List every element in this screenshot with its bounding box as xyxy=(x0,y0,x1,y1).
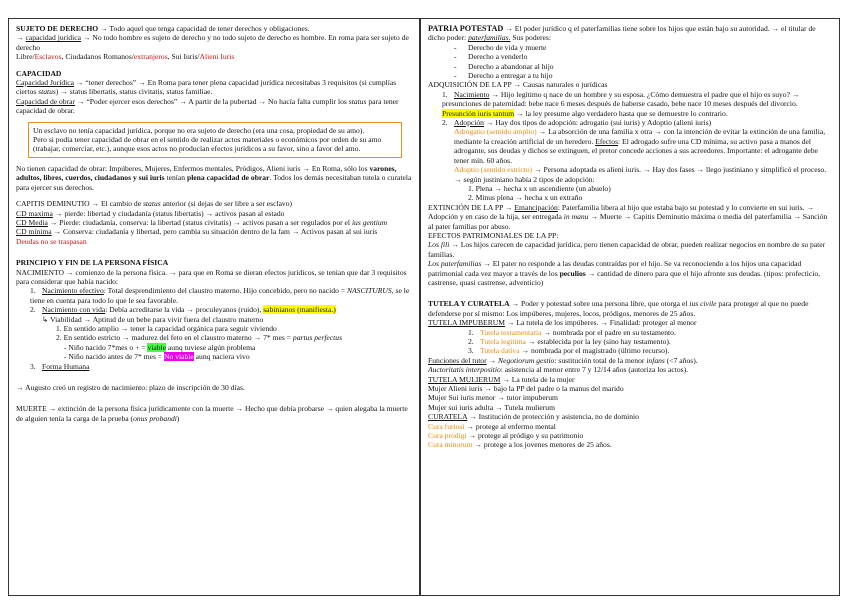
sujeto-capacidad xyxy=(16,33,412,52)
patria-text: → El poder jurídico q el paterfamilias tiene sobre los hijos que están bajo su autoridad. → el titular de dicho poder: xyxy=(428,24,816,43)
viabilidad-estricto-text: 2. En sentido estricto → madurez del feto en el claustro materno → 7* mes = xyxy=(56,333,293,343)
cura-furiosi-label: Cura furiosi xyxy=(428,421,465,431)
capitis-tail: anterior (si dejas de ser libre a ser esclavo) xyxy=(160,199,293,209)
cura-text: → protege al enfermo mental xyxy=(464,421,556,431)
deudas-note: Deudas no se traspasan xyxy=(16,236,87,246)
extincion-tail: → Muerte → Capitis Deminutio máxima o media del paterfamilia → Sanción al pater familias por abuso. xyxy=(428,212,828,231)
adquisicion-title: ADQUISICIÓN DE LA PP → Causas naturales o jurídicas xyxy=(428,80,608,90)
nasciturus-term: NASCITURUS xyxy=(346,286,392,296)
nacimiento-efectivo-text: : Total desprendimiento del claustro materno. Hijo concebido, pero no nacido = xyxy=(103,286,347,296)
cura-minorum-label: Cura minorum xyxy=(428,440,473,450)
muerte-tail: ) xyxy=(176,413,180,423)
emancipacion-label: Emancipación xyxy=(514,202,558,212)
no-viable-text: - Niño nacido antes de 7* mes = xyxy=(64,352,165,362)
patria-def xyxy=(428,24,832,43)
adopcion-text: → Hay dos tipos de adopción: adrogatio (sui iuris) y Adoptio (alieni iuris) xyxy=(483,118,712,128)
tutela-text: → Poder y potestad sobre una persona libre, que otorga el xyxy=(509,299,690,309)
adrogatio xyxy=(428,127,832,165)
extincion-label: EXTINCIÓN DE LA PP → xyxy=(428,202,515,212)
cd-maxima-label: CD maxima xyxy=(16,208,53,218)
in-manu-term: in manu xyxy=(563,212,589,222)
adoptio-minus-plena: 2. Minus plena → hecha x un extraño xyxy=(468,193,583,203)
nacimiento-text: → Hijo legítimo q nace de un hombre y su esposa. ¿Cómo demuestra el padre que el hijo es suyo? → presunciones de paternidad: bebe nace 6 meses después de haberse casado, bebe nace 10 meses después del divorcio. xyxy=(442,89,800,109)
tutela-dativa-label: Tutela dativa xyxy=(480,346,520,356)
tutela-testamentaria-label: Tutela testamentaria xyxy=(480,327,542,337)
cd-maxima-text: → pierde: libertad y ciudadanía (status libertatis) → activos pasan al estado xyxy=(52,208,285,218)
alieni-iuris-label: Alieni Iuris xyxy=(199,52,235,62)
adopcion-label: Adopción xyxy=(454,118,484,128)
adoptio-text: → Persona adoptada es alieni iuris. → Hay dos fases → llego justiniano y simplificó el proceso. → según justiniano había 2 tipos de adopción: xyxy=(454,165,827,184)
paterfamilias-tail: → cantidad de dinero para que el hijo afronte sus deudas. (tipos: profecticio, castrense, quasi castrense, adventicio) xyxy=(428,268,821,287)
nacimiento-vida-label: Nacimiento con vida xyxy=(42,305,106,315)
requisito-2: 2. Nacimiento con vida: Debía acreditarse la vida → proculeyanos (ruido), sabinianos (manifiesta.) xyxy=(30,305,336,315)
ius-gentium-term: ius gentium xyxy=(351,217,388,227)
capacidad-title: CAPACIDAD xyxy=(16,68,62,78)
right-column xyxy=(420,18,840,596)
capacidad-obrar-tail: para tener capacidad de obrar. xyxy=(16,96,399,116)
sabinianos-highlight: sabinianos (manifiesta.) xyxy=(263,305,336,315)
iuris-tantum-highlight: Presunción iuris tantum xyxy=(442,108,515,118)
partus-perfectus-term: partus perfectus xyxy=(292,333,343,343)
cura-text: → protege al pródigo y su patrimonio xyxy=(466,431,584,441)
capacidad-juridica-label: Capacidad Jurídica xyxy=(16,78,74,88)
cura-text: → protege a los jovenes menores de 25 años. xyxy=(472,440,612,450)
poderes-list xyxy=(428,43,832,81)
funciones-text: : sustitución total de la menor xyxy=(554,355,647,365)
adrogatio-label: Adrogatio (sentido amplio) xyxy=(454,127,537,137)
no-capacidad-text: No tienen capacidad de obrar: Impúberes, Mujeres, Enfermos mentales, Pródigos, Alieni iuris → En Roma, sólo los xyxy=(16,163,370,173)
poder-item: Derecho a entregar a tu hijo xyxy=(468,71,553,81)
nacimiento-tail: → la ley presume algo verdadero hasta que se demuestre lo contrario. xyxy=(514,108,728,118)
poder-item: Derecho a abandonar al hijo xyxy=(468,61,554,71)
funciones-label: Funciones del tutor xyxy=(428,355,487,365)
capacidad-obrar-label: Capacidad de obrar xyxy=(16,96,76,106)
viable-note xyxy=(16,343,412,352)
cd-minima xyxy=(16,227,412,236)
principio-title: PRINCIPIO Y FIN DE LA PERSONA FÍSICA xyxy=(16,258,169,268)
esclavo-note-2: Pero si podía tener capacidad de obrar en el sentido de realizar actos materiales o económicos por orden de su amo (trabajar, comerciar, etc.), aunque esos actos no producían efectos jurídicos a su favor, sino a favor del amo. xyxy=(33,135,382,154)
adq-nacimiento: 1. Nacimiento → Hijo legítimo q nace de un hombre y su esposa. ¿Cómo demuestra el padre que el hijo es suyo? → presunciones de paternidad: bebe nace 6 meses después de haberse casado, bebe nace 10 meses después del divorcio. Presunción iuris tantum → la ley presume algo verdadero hasta que se demuestre lo contrario. xyxy=(442,89,800,118)
mujer-sui-menor: Mujer Sui iuris menor → tutor impuberum xyxy=(428,393,558,403)
sui-iuris-label: , Sui Iuris/ xyxy=(167,52,200,62)
capitis-deminutio xyxy=(16,199,412,208)
status-term: status xyxy=(348,96,367,106)
infans-term: infans xyxy=(646,355,665,365)
funciones-tail: (<7 años). xyxy=(664,355,698,365)
sujeto-status-list xyxy=(16,52,412,61)
adoptio-plena: 1. Plena → hecha x un ascendiente (un abuelo) xyxy=(468,183,611,193)
list-item: - Derecho a entregar a tu hijo xyxy=(454,71,553,81)
capacidad-obrar-text: → “Poder ejercer esos derechos” → A partir de la pubertad → No hacía falta cumplir los xyxy=(75,96,349,106)
arrow: → xyxy=(486,355,499,365)
plena-capacidad-term: plena capacidad de obrar xyxy=(186,173,270,183)
viable-text: - Niño nacido 7*mes o + = xyxy=(64,342,148,352)
tutela-type-text: → nombrada por el padre en su testamento. xyxy=(541,327,676,337)
tutela-impuberum-text: → La tutela de los impúberes. → Finalidad: proteger al menor xyxy=(505,318,697,328)
cura-item xyxy=(428,431,832,440)
status-term: status xyxy=(38,87,56,97)
capacidad-juridica-term: capacidad jurídica xyxy=(25,33,81,43)
auctoritatis-text: : asistencia al menor entre 7 y 12/14 años (autoriza los actos). xyxy=(500,365,689,375)
tutela-impuberum xyxy=(428,318,832,327)
nacimiento-def: NACIMIENTO → comienzo de la persona física. → para que en Roma se dieran efectos jurídicos, se tenían que dar 3 requisitos para considerar que había nacido: xyxy=(16,267,407,286)
adrogatio-tail: : El adrogado sufre una CD mínima, su activo pasa a manos del adrogante, sus deudas y dichos se extinguen, el pretor concede acciones a sus acreedores. Importante: el adrogante debe tener mín. 60 años. xyxy=(454,136,818,165)
forma-humana-label: Forma Humana xyxy=(42,361,90,371)
sujeto-def xyxy=(16,24,412,33)
status-term: status xyxy=(142,199,161,209)
tutela-mulierum-text: → La tutela de la mujer xyxy=(500,374,575,384)
poder-item: Derecho a venderlo xyxy=(468,52,528,62)
extranjeros-label: extranjeros xyxy=(133,52,168,62)
funciones-tutor xyxy=(428,356,832,365)
muerte-text: MUERTE → extinción de la persona física jurídicamente con la muerte → Hecho que debía probarse → quien alegaba la muerte de alguien tenía la carga de la prueba ( xyxy=(16,404,408,423)
tutela-type-text: → nombrada por el magistrado (último recurso). xyxy=(519,346,670,356)
efectos-paterfamilias xyxy=(428,259,832,287)
left-column xyxy=(8,18,420,596)
viabilidad: ↳ Viabilidad → Aptitud de un bebe para vivir fuera del claustro materno xyxy=(42,314,264,324)
plena-requisitos: varones, adultos, libres, cuerdos, ciudadanos y sui iuris xyxy=(16,163,397,183)
patria-title: PATRIA POTESTAD xyxy=(428,24,504,33)
tutela-type: 3. Tutela dativa → nombrada por el magistrado (último recurso). xyxy=(468,346,670,356)
poder-item: Derecho de vida y muerte xyxy=(468,42,547,52)
negotiorum-gestio-term: Negotiorum gestio xyxy=(498,355,555,365)
esclavo-note-1: Un esclavo no tenía capacidad jurídica, porque no era sujeto de derecho (era una cosa, propiedad de su amo). xyxy=(33,125,365,135)
mujer-alieni: Mujer Alieni iuris → bajo la PP del padre o la manus del marido xyxy=(428,384,624,394)
tutela-impuberum-label: TUTELA IMPUBERUM xyxy=(428,318,505,328)
no-capacidad-tail: . Todos los demás necesitaban tutela o curatela para ejercer sus derechos. xyxy=(16,173,412,192)
tutela-def xyxy=(428,299,832,318)
libre-label: Libre/ xyxy=(16,52,35,62)
cd-minima-label: CD mínima xyxy=(16,227,52,237)
cd-media-text: → Pierde: ciudadanía, conserva: la libertad (status civitatis) → activos pasan a ser regulados por el xyxy=(47,217,352,227)
tutela-type: 1. Tutela testamentaria → nombrada por el padre en su testamento. xyxy=(468,327,676,337)
tutela-legitima-label: Tutela legítima xyxy=(480,337,526,346)
tutela-mulierum xyxy=(428,375,832,384)
requisito-3: 3. Forma Humana xyxy=(30,361,90,371)
no-viable-tail: aunq naciera vivo xyxy=(193,352,250,362)
esclavos-label: Esclavos xyxy=(34,52,62,62)
arrow: → xyxy=(16,33,26,43)
adrogatio-text: → La absorción de una familia x otra → con la intención de evitar la extinción de una familia, mediante la creación artificial de un heredero. xyxy=(454,127,826,146)
auctoritatis xyxy=(428,365,832,374)
nacimiento-efectivo-label: Nacimiento efectivo xyxy=(42,286,104,296)
sujeto-line2: → No todo hombre es sujeto de derecho y no todo sujeto de derecho es hombre. En roma para ser sujeto de derecho xyxy=(16,33,409,52)
extincion xyxy=(428,203,832,231)
tutela-tail: para proteger al que no puede defenderse por sí mismo: Los impúberes, mujeres, locos, pródigos, menores de 25 años. xyxy=(428,299,809,318)
paterfamilias-term: paterfamilias. xyxy=(468,33,511,43)
curatela xyxy=(428,412,832,421)
paterfamilias-term: Los paterfamilias xyxy=(428,259,482,269)
ciudadanos-label: , Ciudadanos Romanos/ xyxy=(61,52,134,62)
cura-item xyxy=(428,440,832,449)
viable-highlight: viable xyxy=(147,342,166,352)
cd-minima-text: → Conserva: ciudadanía y libertad, pero cambia su situación dentro de la fam → Activos pasan al sui iuris xyxy=(51,227,378,237)
list-item: - Derecho a venderlo xyxy=(454,52,528,62)
adq-adopcion: 2. Adopción → Hay dos tipos de adopción: adrogatio (sui iuris) y Adoptio (alieni iuris) xyxy=(442,118,712,128)
nacimiento-efectivo-tail: , se le tiene en cuenta para todo lo que le sea favorable. xyxy=(30,286,410,305)
efectos-title: EFECTOS PATRIMONIALES DE LA PP: xyxy=(428,230,559,240)
onus-probandi-term: onus probandi xyxy=(133,413,177,423)
curatela-label: CURATELA xyxy=(428,412,468,422)
patria-tail: Sus poderes: xyxy=(510,33,551,43)
ius-civile-term: ius civile xyxy=(689,299,717,309)
capitis-text: CAPITIS DEMINUTIO → El cambio de xyxy=(16,199,143,209)
capacidad-juridica xyxy=(16,78,412,97)
capacidad-obrar xyxy=(16,97,412,116)
cd-media xyxy=(16,218,412,227)
extincion-text: : Paterfamilia libera al hijo que estaba bajo su potestad y lo convierte en sui iuris. → Adopción y en caso de la hija, ser entregada xyxy=(428,202,815,222)
curatela-text: → Institución de protección y asistencia, no de dominio xyxy=(467,412,639,422)
capacidad-juridica-tail: ) → status libertatis, status civitatis, status familiae. xyxy=(55,87,213,97)
viable-tail: aunq tuviese algún problema xyxy=(166,342,256,352)
muerte-def xyxy=(16,404,412,423)
sujeto-title: SUJETO DE DERECHO xyxy=(16,24,99,33)
capacidad-juridica-text: → “tener derechos” → En Roma para tener plena capacidad jurídica necesitabas 3 requisitos (si cumplías ciertos xyxy=(16,78,397,97)
cura-item xyxy=(428,422,832,431)
paterfamilias-text: → El pater no responde a las deudas contraídas por el hijo. Se va reconociendo a los hijos una capacidad patrimonial cada vez mayor a través de los xyxy=(428,259,802,278)
viabilidad-estricto xyxy=(16,333,412,342)
no-capacidad-obrar xyxy=(16,164,412,192)
esclavo-note-box xyxy=(28,122,402,158)
cd-maxima xyxy=(16,209,412,218)
requisito-1: 1. Nacimiento efectivo: Total desprendimiento del claustro materno. Hijo concebido, pero no nacido = NASCITURUS, se le tiene en cuenta para todo lo que le sea favorable. xyxy=(30,286,410,305)
cd-media-label: CD Media xyxy=(16,217,48,227)
efectos-fili xyxy=(428,240,832,259)
nacimiento-vida-text: : Debía acreditarse la vida → proculeyanos (ruido), xyxy=(105,305,264,315)
efectos-label: Efectos xyxy=(595,136,619,146)
tutela-title: TUTELA Y CURATELA xyxy=(428,299,510,309)
fili-text: → Los hijos carecen de capacidad jurídica, pero tienen capacidad de obrar, pueden realizar negocios en nombre de su pater familias. xyxy=(428,240,826,259)
viabilidad-amplio: 1. En sentido amplio → tener la capacidad orgánica para seguir viviendo xyxy=(56,323,277,333)
auctoritatis-term: Auctoritatis interpositio xyxy=(428,365,501,375)
tutela-type: 2. Tutela legítima → establecida por la ley (sino hay testamento). xyxy=(468,337,671,346)
nacimiento-label: Nacimiento xyxy=(454,89,490,99)
cura-prodigi-label: Cura prodigi xyxy=(428,431,467,441)
fili-term: Los fili xyxy=(428,240,450,250)
adoptio-label: Adoptio (sentido estricto) xyxy=(454,165,533,175)
no-capacidad-mid: tenían xyxy=(164,173,187,183)
no-viable-highlight: No viable xyxy=(164,352,194,362)
augusto-note: → Augusto creó un registro de nacimiento: plazo de inscripción de 30 días. xyxy=(16,383,245,392)
list-item: - Derecho de vida y muerte xyxy=(454,42,547,52)
peculios-term: peculios xyxy=(559,268,586,278)
list-item: - Derecho a abandonar al hijo xyxy=(454,61,554,71)
sujeto-line1: → Todo aquel que tenga capacidad de tener derechos y obligaciones. xyxy=(100,24,310,33)
adoptio xyxy=(428,165,832,184)
tutela-type-text: → establecida por la ley (sino hay testamento). xyxy=(525,337,671,346)
no-viable-note xyxy=(16,352,412,361)
mujer-sui-adulta: Mujer sui iuris adulta → Tutela mulierum xyxy=(428,402,555,412)
tutela-mulierum-label: TUTELA MULIERUM xyxy=(428,374,501,384)
